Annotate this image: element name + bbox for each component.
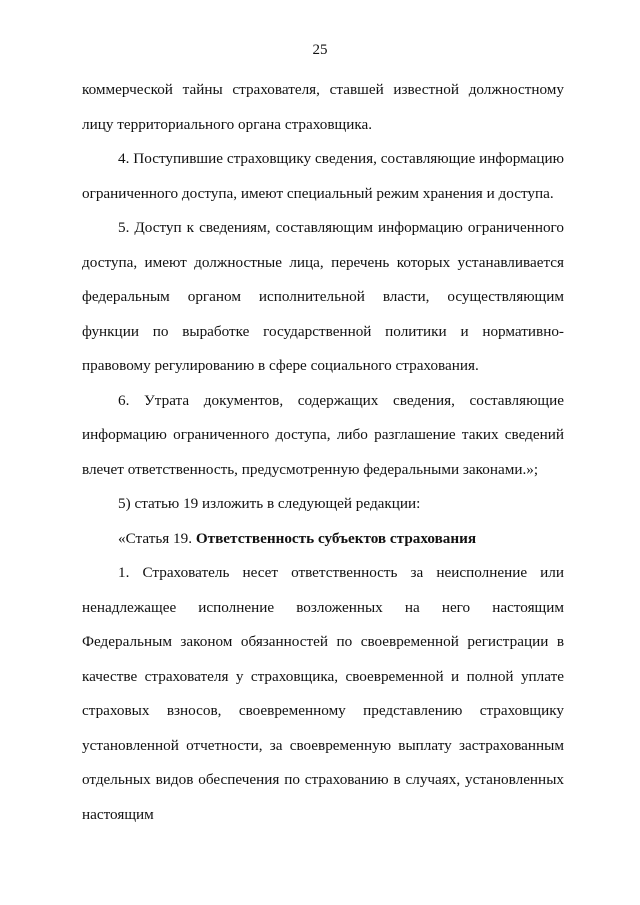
article-number: «Статья 19. xyxy=(118,529,196,547)
paragraph-continuation: коммерческой тайны страхователя, ставшей известной должностному лицу территориального органа страховщика. xyxy=(82,81,564,133)
article-title: Ответственность субъектов страхования xyxy=(195,529,477,547)
paragraph-item-6: 6. Утрата документов, содержащих сведения, составляющие информацию ограниченного доступа, либо разглашение таких сведений влечет ответственность, предусмотренную федеральными законами.»; xyxy=(82,391,564,478)
paragraph-item-5: 5. Доступ к сведениям, составляющим информацию ограниченного доступа, имеют должностные лица, перечень которых устанавливается федеральным органом исполнительной власти, осуществляющим функции по выработке государственной политики и нормативно-правовому регулированию в сфере социального страхования. xyxy=(82,219,564,374)
article-heading xyxy=(82,522,564,557)
paragraph-article-item-1: 1. Страхователь несет ответственность за неисполнение или ненадлежащее исполнение возложенных на него настоящим Федеральным законом обязанностей по своевременной регистрации в качестве страхователя у страховщика, своевременной и полной уплате страховых взносов, своевременному представлению страховщику установленной отчетности, за своевременную выплату застрахованным отдельных видов обеспечения по страхованию в случаях, установленных настоящим xyxy=(82,564,564,823)
document-body xyxy=(82,73,564,832)
page-number: 25 xyxy=(312,42,328,58)
paragraph-amendment-instruction: 5) статью 19 изложить в следующей редакции: xyxy=(118,495,421,512)
paragraph-item-4: 4. Поступившие страховщику сведения, составляющие информацию ограниченного доступа, имеют специальный режим хранения и доступа. xyxy=(82,150,564,202)
